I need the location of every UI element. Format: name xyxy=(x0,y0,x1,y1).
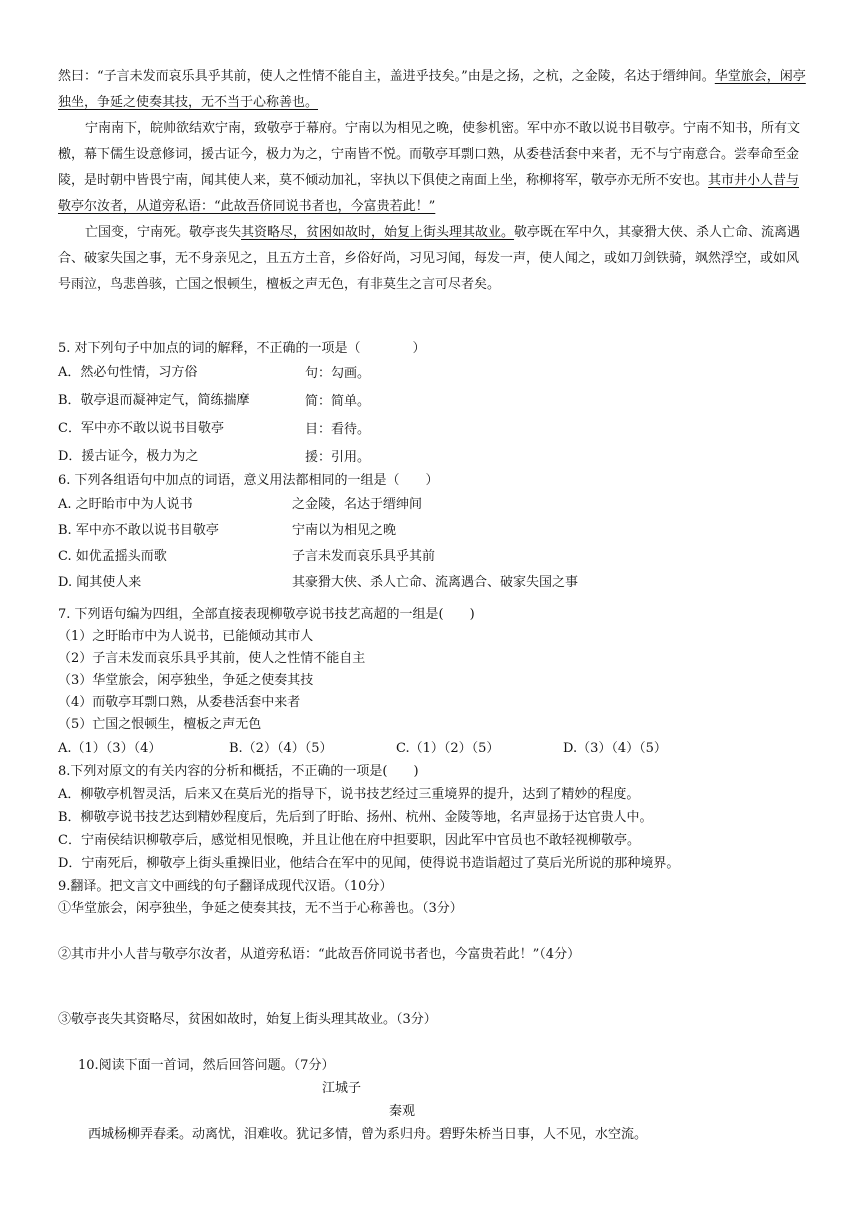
q6-option-d: D. 闻其使人来 其豪猾大侠、杀人亡命、流离遇合、破家失国之事 xyxy=(58,575,579,590)
underlined-sentence-3: 其资略尽，贫困如故时，始复上街头理其故业。 xyxy=(241,225,515,240)
passage-paragraph-1: 然曰：“子言未发而哀乐具乎其前，使人之性情不能自主，盖进乎技矣。”由是之扬，之杭，之金陵，名达于缙绅间。华堂旅会，闲亭独坐，争延之使奏其技，无不当于心称善也。 xyxy=(58,69,806,110)
q7-choice-a: A.（1）（3）（4） xyxy=(58,741,162,756)
q9-sentence-2: ②其市井小人昔与敬亭尔汝者，从道旁私语：“此故吾侪同说书者也，今富贵若此！”（4分） xyxy=(58,947,581,962)
poem-title: 江城子 xyxy=(322,1081,362,1096)
q7-choice-d: D.（3）（4）（5） xyxy=(563,741,667,756)
q7-stem: 7. 下列语句编为四组，全部直接表现柳敬亭说书技艺高超的一组是( ) xyxy=(58,607,475,622)
q6-option-b: B. 军中亦不敢以说书目敬亭 宁南以为相见之晚 xyxy=(58,523,397,538)
q8-option-c: C．宁南侯结识柳敬亭后，感觉相见恨晚，并且让他在府中担要职，因此军中官员也不敢轻视柳敬亭。 xyxy=(58,833,640,848)
q8-option-d: D．宁南死后，柳敬亭上街头重操旧业，他结合在军中的见闻，使得说书造诣超过了莫后光所说的那种境界。 xyxy=(58,856,680,871)
q7-item-4: （4）而敬亭耳剽口熟，从委巷活套中来者 xyxy=(58,695,301,710)
q6-option-a: A. 之盱眙市中为人说书 之金陵，名达于缙绅间 xyxy=(58,497,423,512)
poem-author: 秦观 xyxy=(389,1104,416,1119)
q7-item-3: （3）华堂旅会，闲亭独坐，争延之使奏其技 xyxy=(58,673,314,688)
q9-sentence-3: ③敬亭丧失其资略尽，贫困如故时，始复上街头理其故业。（3分） xyxy=(58,1012,437,1027)
q5-option-a: A．然必句性情，习方俗 句：勾画。 xyxy=(58,365,371,381)
underlined-sentence-2: 其市井小人昔与敬亭尔汝者，从道旁私语：“此故吾侪同说书者也，今富贵若此！” xyxy=(58,173,800,214)
q6-stem: 6. 下列各组语句中加点的词语，意义用法都相同的一组是（ ） xyxy=(58,473,439,488)
poem-line-1: 西城杨柳弄春柔。动离忧，泪难收。犹记多情，曾为系归舟。碧野朱桥当日事，人不见，水空流。 xyxy=(88,1127,648,1142)
passage xyxy=(58,64,806,298)
q5-option-d: D．援古证今，极力为之 援：引用。 xyxy=(58,449,371,465)
underlined-sentence-1: 华堂旅会，闲亭独坐，争延之使奏其技，无不当于心称善也。 xyxy=(58,69,806,110)
q5-option-b: B．敬亭退而凝神定气，简练揣摩 简：简单。 xyxy=(58,393,371,409)
q5-stem: 5. 对下列句子中加点的词的解释，不正确的一项是（ ） xyxy=(58,341,426,356)
q7-item-5: （5）亡国之恨顿生，檀板之声无色 xyxy=(58,717,262,732)
q5-option-c: C．军中亦不敢以说书目敬亭 目：看待。 xyxy=(58,421,371,437)
q8-option-b: B．柳敬亭说书技艺达到精妙程度后，先后到了盱眙、扬州、杭州、金陵等地，名声显扬于达官贵人中。 xyxy=(58,810,653,825)
q9-stem: 9.翻译。把文言文中画线的句子翻译成现代汉语。（10分） xyxy=(58,879,393,894)
q7-item-2: （2）子言未发而哀乐具乎其前，使人之性情不能自主 xyxy=(58,651,366,666)
q9-sentence-1: ①华堂旅会，闲亭独坐，争延之使奏其技，无不当于心称善也。（3分） xyxy=(58,901,463,916)
q10-stem: 10.阅读下面一首词，然后回答问题。（7分） xyxy=(78,1058,335,1073)
q7-choice-b: B.（2）（4）（5） xyxy=(229,741,333,756)
q8-stem: 8.下列对原文的有关内容的分析和概括，不正确的一项是( ) xyxy=(58,764,419,779)
passage-paragraph-3: 亡国变，宁南死。敬亭丧失其资略尽，贫困如故时，始复上街头理其故业。敬亭既在军中久，其豪猾大侠、杀人亡命、流离遇合、破家失国之事，无不身亲见之，且五方土音，乡俗好尚，习见习闻，每发一声，使人闻之，或如刀剑铁骑，飒然浮空，或如风号雨泣，鸟悲兽骇，亡国之恨顿生，檀板之声无色，有非莫生之言可尽者矣。 xyxy=(58,225,801,292)
q7-item-1: （1）之盱眙市中为人说书，已能倾动其市人 xyxy=(58,629,314,644)
q6-option-c: C. 如优孟摇头而歌 子言未发而哀乐具乎其前 xyxy=(58,549,436,564)
q7-choice-c: C.（1）（2）（5） xyxy=(396,741,500,756)
passage-paragraph-2: 宁南南下，皖帅欲结欢宁南，致敬亭于幕府。宁南以为相见之晚，使参机密。军中亦不敢以说书目敬亭。宁南不知书，所有文檄，幕下儒生设意修词，援古证今，极力为之，宁南皆不悦。而敬亭耳剽口熟，从委巷活套中来者，无不与宁南意合。尝奉命至金陵，是时朝中皆畏宁南，闻其使人来，莫不倾动加礼，宰执以下俱使之南面上坐，称柳将军，敬亭亦无所不安也。其市井小人昔与敬亭尔汝者，从道旁私语：“此故吾侪同说书者也，今富贵若此！” xyxy=(58,121,801,214)
q8-option-a: A．柳敬亭机智灵活，后来又在莫后光的指导下，说书技艺经过三重境界的提升，达到了精妙的程度。 xyxy=(58,787,640,802)
q6-options xyxy=(58,494,806,598)
q5-options xyxy=(58,362,806,474)
